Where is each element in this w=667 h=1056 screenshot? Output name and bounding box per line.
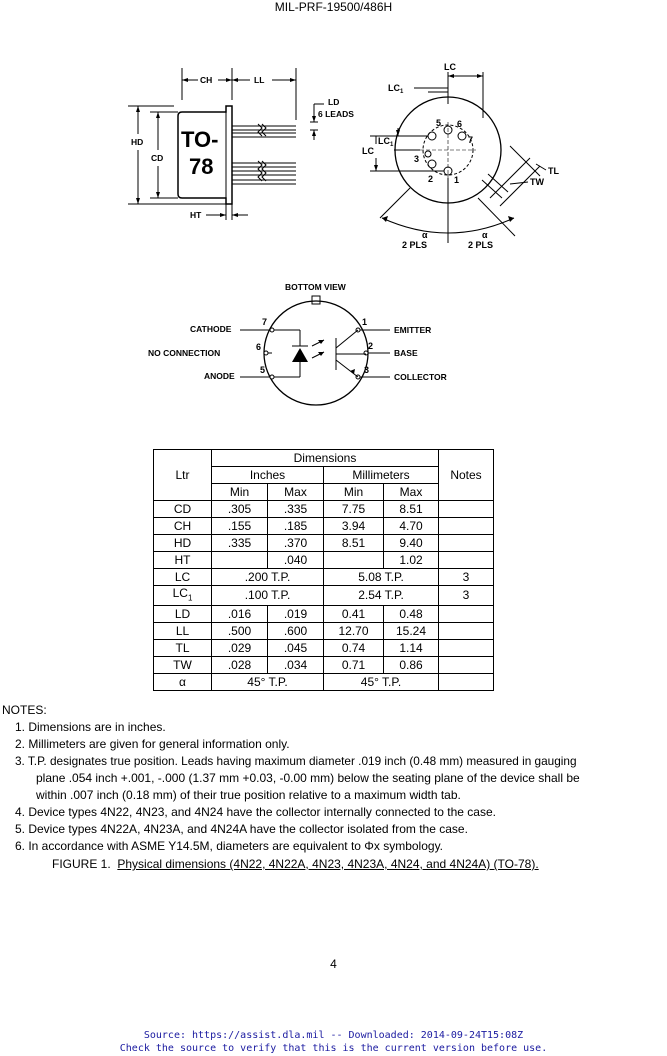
cell-notes (439, 657, 494, 674)
cell-in-min (212, 552, 268, 569)
pin-cathode-label: CATHODE (190, 324, 232, 334)
cell-mm-min (324, 552, 384, 569)
cell-ltr: α (154, 674, 212, 691)
cell-in-max: .370 (268, 535, 324, 552)
package-title-top: TO- (181, 127, 219, 152)
top-pin-6: 6 (457, 119, 463, 129)
cell-notes (439, 535, 494, 552)
pin-6-number: 6 (256, 342, 262, 352)
top-pin-5: 5 (436, 118, 442, 128)
table-row (154, 623, 494, 640)
pin-anode-label: ANODE (204, 371, 235, 381)
cell-in-min: .335 (212, 535, 268, 552)
header-mm-min: Min (324, 484, 384, 501)
cell-ltr: LC (154, 569, 212, 586)
table-row (154, 552, 494, 569)
cell-ltr: TW (154, 657, 212, 674)
cell-in-max: .335 (268, 501, 324, 518)
cell-mm-max: 1.14 (384, 640, 439, 657)
pls-left-label: 2 PLS (402, 240, 428, 250)
cell-notes (439, 640, 494, 657)
note-3-cont: within .007 inch (0.18 mm) of their true position relative to a maximum width tab. (36, 788, 461, 802)
leads-note: 6 LEADS (318, 109, 354, 119)
cell-mm-max: 0.86 (384, 657, 439, 674)
page-number: 4 (330, 957, 337, 971)
alpha-left-label: α (422, 230, 428, 240)
document-header: MIL-PRF-19500/486H (274, 0, 393, 14)
dim-hd-label: HD (131, 137, 144, 147)
cell-in-min: .028 (212, 657, 268, 674)
cell-notes (439, 606, 494, 623)
header-inches: Inches (212, 467, 324, 484)
cell-in-min: .305 (212, 501, 268, 518)
cell-mm-max: 0.48 (384, 606, 439, 623)
pin-3-number: 3 (364, 365, 370, 375)
alpha-right-label: α (482, 230, 488, 240)
table-row (154, 657, 494, 674)
header-in-max: Max (268, 484, 324, 501)
pin-base-label: BASE (394, 348, 418, 358)
figure-title: Physical dimensions (4N22, 4N22A, 4N23, 4N23A, 4N24, and 4N24A) (TO-78). (117, 857, 539, 871)
top-pin-2: 2 (428, 174, 434, 184)
cell-in-min: .029 (212, 640, 268, 657)
table-row (154, 518, 494, 535)
table-row (154, 586, 494, 606)
dim-ld-label: LD (328, 97, 340, 107)
cell-ltr: CD (154, 501, 212, 518)
cell-in-max: .185 (268, 518, 324, 535)
cell-in-tp: .100 T.P. (212, 586, 324, 606)
cell-in-min: .500 (212, 623, 268, 640)
pin-collector-label: COLLECTOR (394, 372, 447, 382)
pin-2-number: 2 (368, 341, 374, 351)
dim-tl-label: TL (548, 166, 559, 176)
cell-ltr: HT (154, 552, 212, 569)
dim-lc-left-label: LC (362, 146, 374, 156)
cell-in-tp: .200 T.P. (212, 569, 324, 586)
figure-label: FIGURE 1. (52, 857, 118, 871)
top-pin-1: 1 (454, 175, 460, 185)
cell-ltr: HD (154, 535, 212, 552)
source-footer (0, 1029, 667, 1055)
note-2: 2. Millimeters are given for general information only. (15, 737, 290, 751)
cell-in-max: .045 (268, 640, 324, 657)
dim-ch-label: CH (200, 75, 213, 85)
header-dimensions: Dimensions (212, 450, 439, 467)
cell-notes (439, 518, 494, 535)
cell-notes: 3 (439, 586, 494, 606)
header-ltr: Ltr (154, 450, 212, 501)
cell-notes (439, 623, 494, 640)
dim-tw-label: TW (530, 177, 544, 187)
top-pin-7: 7 (468, 135, 474, 145)
cell-notes (439, 674, 494, 691)
cell-mm-min: 0.74 (324, 640, 384, 657)
pin-emitter-label: EMITTER (394, 325, 432, 335)
footer-line-2: Check the source to verify that this is the current version before use. (119, 1043, 548, 1054)
note-1: 1. Dimensions are in inches. (15, 720, 166, 734)
table-row (154, 501, 494, 518)
package-title-bottom: 78 (189, 154, 214, 179)
pin-1-number: 1 (362, 317, 368, 327)
table-row (154, 674, 494, 691)
top-view-drawing (350, 58, 565, 258)
cell-mm-min: 3.94 (324, 518, 384, 535)
cell-in-max: .034 (268, 657, 324, 674)
cell-mm-max: 1.02 (384, 552, 439, 569)
dim-lc1-left-label: $LC_1$ (378, 136, 394, 148)
cell-ltr: TL (154, 640, 212, 657)
header-millimeters: Millimeters (324, 467, 439, 484)
cell-mm-tp: 5.08 T.P. (324, 569, 439, 586)
note-5: 5. Device types 4N22A, 4N23A, and 4N24A have the collector isolated from the case. (15, 822, 468, 836)
header-notes: Notes (439, 450, 494, 501)
cell-mm-min: 0.41 (324, 606, 384, 623)
cell-mm-max: 4.70 (384, 518, 439, 535)
cell-mm-max: 15.24 (384, 623, 439, 640)
figure-caption (52, 857, 539, 871)
dim-cd-label: CD (151, 153, 164, 163)
dimensions-table (153, 449, 494, 691)
cell-mm-min: 8.51 (324, 535, 384, 552)
pin-no-connection-label: NO CONNECTION (148, 348, 221, 358)
cell-mm-max: 9.40 (384, 535, 439, 552)
pin-5-number: 5 (260, 365, 266, 375)
cell-in-max: .600 (268, 623, 324, 640)
cell-notes: 3 (439, 569, 494, 586)
cell-in-max: .040 (268, 552, 324, 569)
cell-mm-min: 12.70 (324, 623, 384, 640)
cell-notes (439, 552, 494, 569)
dim-ll-label: LL (254, 75, 265, 85)
note-4: 4. Device types 4N22, 4N23, and 4N24 have the collector internally connected to the case. (15, 805, 496, 819)
dim-lc-top-label: LC (444, 62, 456, 72)
cell-notes (439, 501, 494, 518)
note-6: 6. In accordance with ASME Y14.5M, diameters are equivalent to Φx symbology. (15, 839, 444, 853)
dim-lc1-top-label: $LC_1$ (388, 83, 404, 95)
cell-ltr: $LC_1$ (154, 586, 212, 606)
cell-in-max: .019 (268, 606, 324, 623)
table-row (154, 535, 494, 552)
notes-title: NOTES: (2, 703, 47, 717)
cell-in-tp: 45° T.P. (212, 674, 324, 691)
note-3-cont: plane .054 inch +.001, -.000 (1.37 mm +0.03, -0.00 mm) below the seating plane of the device shall be (36, 771, 580, 785)
dim-ht-label: HT (190, 210, 202, 220)
cell-in-min: .155 (212, 518, 268, 535)
table-row (154, 640, 494, 657)
note-3: 3. T.P. designates true position. Leads having maximum diameter .019 inch (0.48 mm) measured in gauging (15, 754, 577, 768)
cell-mm-max: 8.51 (384, 501, 439, 518)
cell-mm-min: 0.71 (324, 657, 384, 674)
pls-right-label: 2 PLS (468, 240, 494, 250)
notes-section (2, 702, 580, 855)
bottom-view-title: BOTTOM VIEW (285, 282, 346, 292)
pin-7-number: 7 (262, 317, 268, 327)
side-view-drawing (120, 60, 354, 230)
table-row (154, 569, 494, 586)
header-mm-max: Max (384, 484, 439, 501)
header-in-min: Min (212, 484, 268, 501)
cell-mm-tp: 45° T.P. (324, 674, 439, 691)
cell-in-min: .016 (212, 606, 268, 623)
table-row (154, 606, 494, 623)
cell-mm-tp: 2.54 T.P. (324, 586, 439, 606)
top-pin-3: 3 (414, 154, 420, 164)
cell-ltr: CH (154, 518, 212, 535)
cell-mm-min: 7.75 (324, 501, 384, 518)
footer-line-1: Source: https://assist.dla.mil -- Downloaded: 2014-09-24T15:08Z (143, 1030, 524, 1041)
cell-ltr: LL (154, 623, 212, 640)
cell-ltr: LD (154, 606, 212, 623)
bottom-view-schematic (140, 278, 470, 403)
